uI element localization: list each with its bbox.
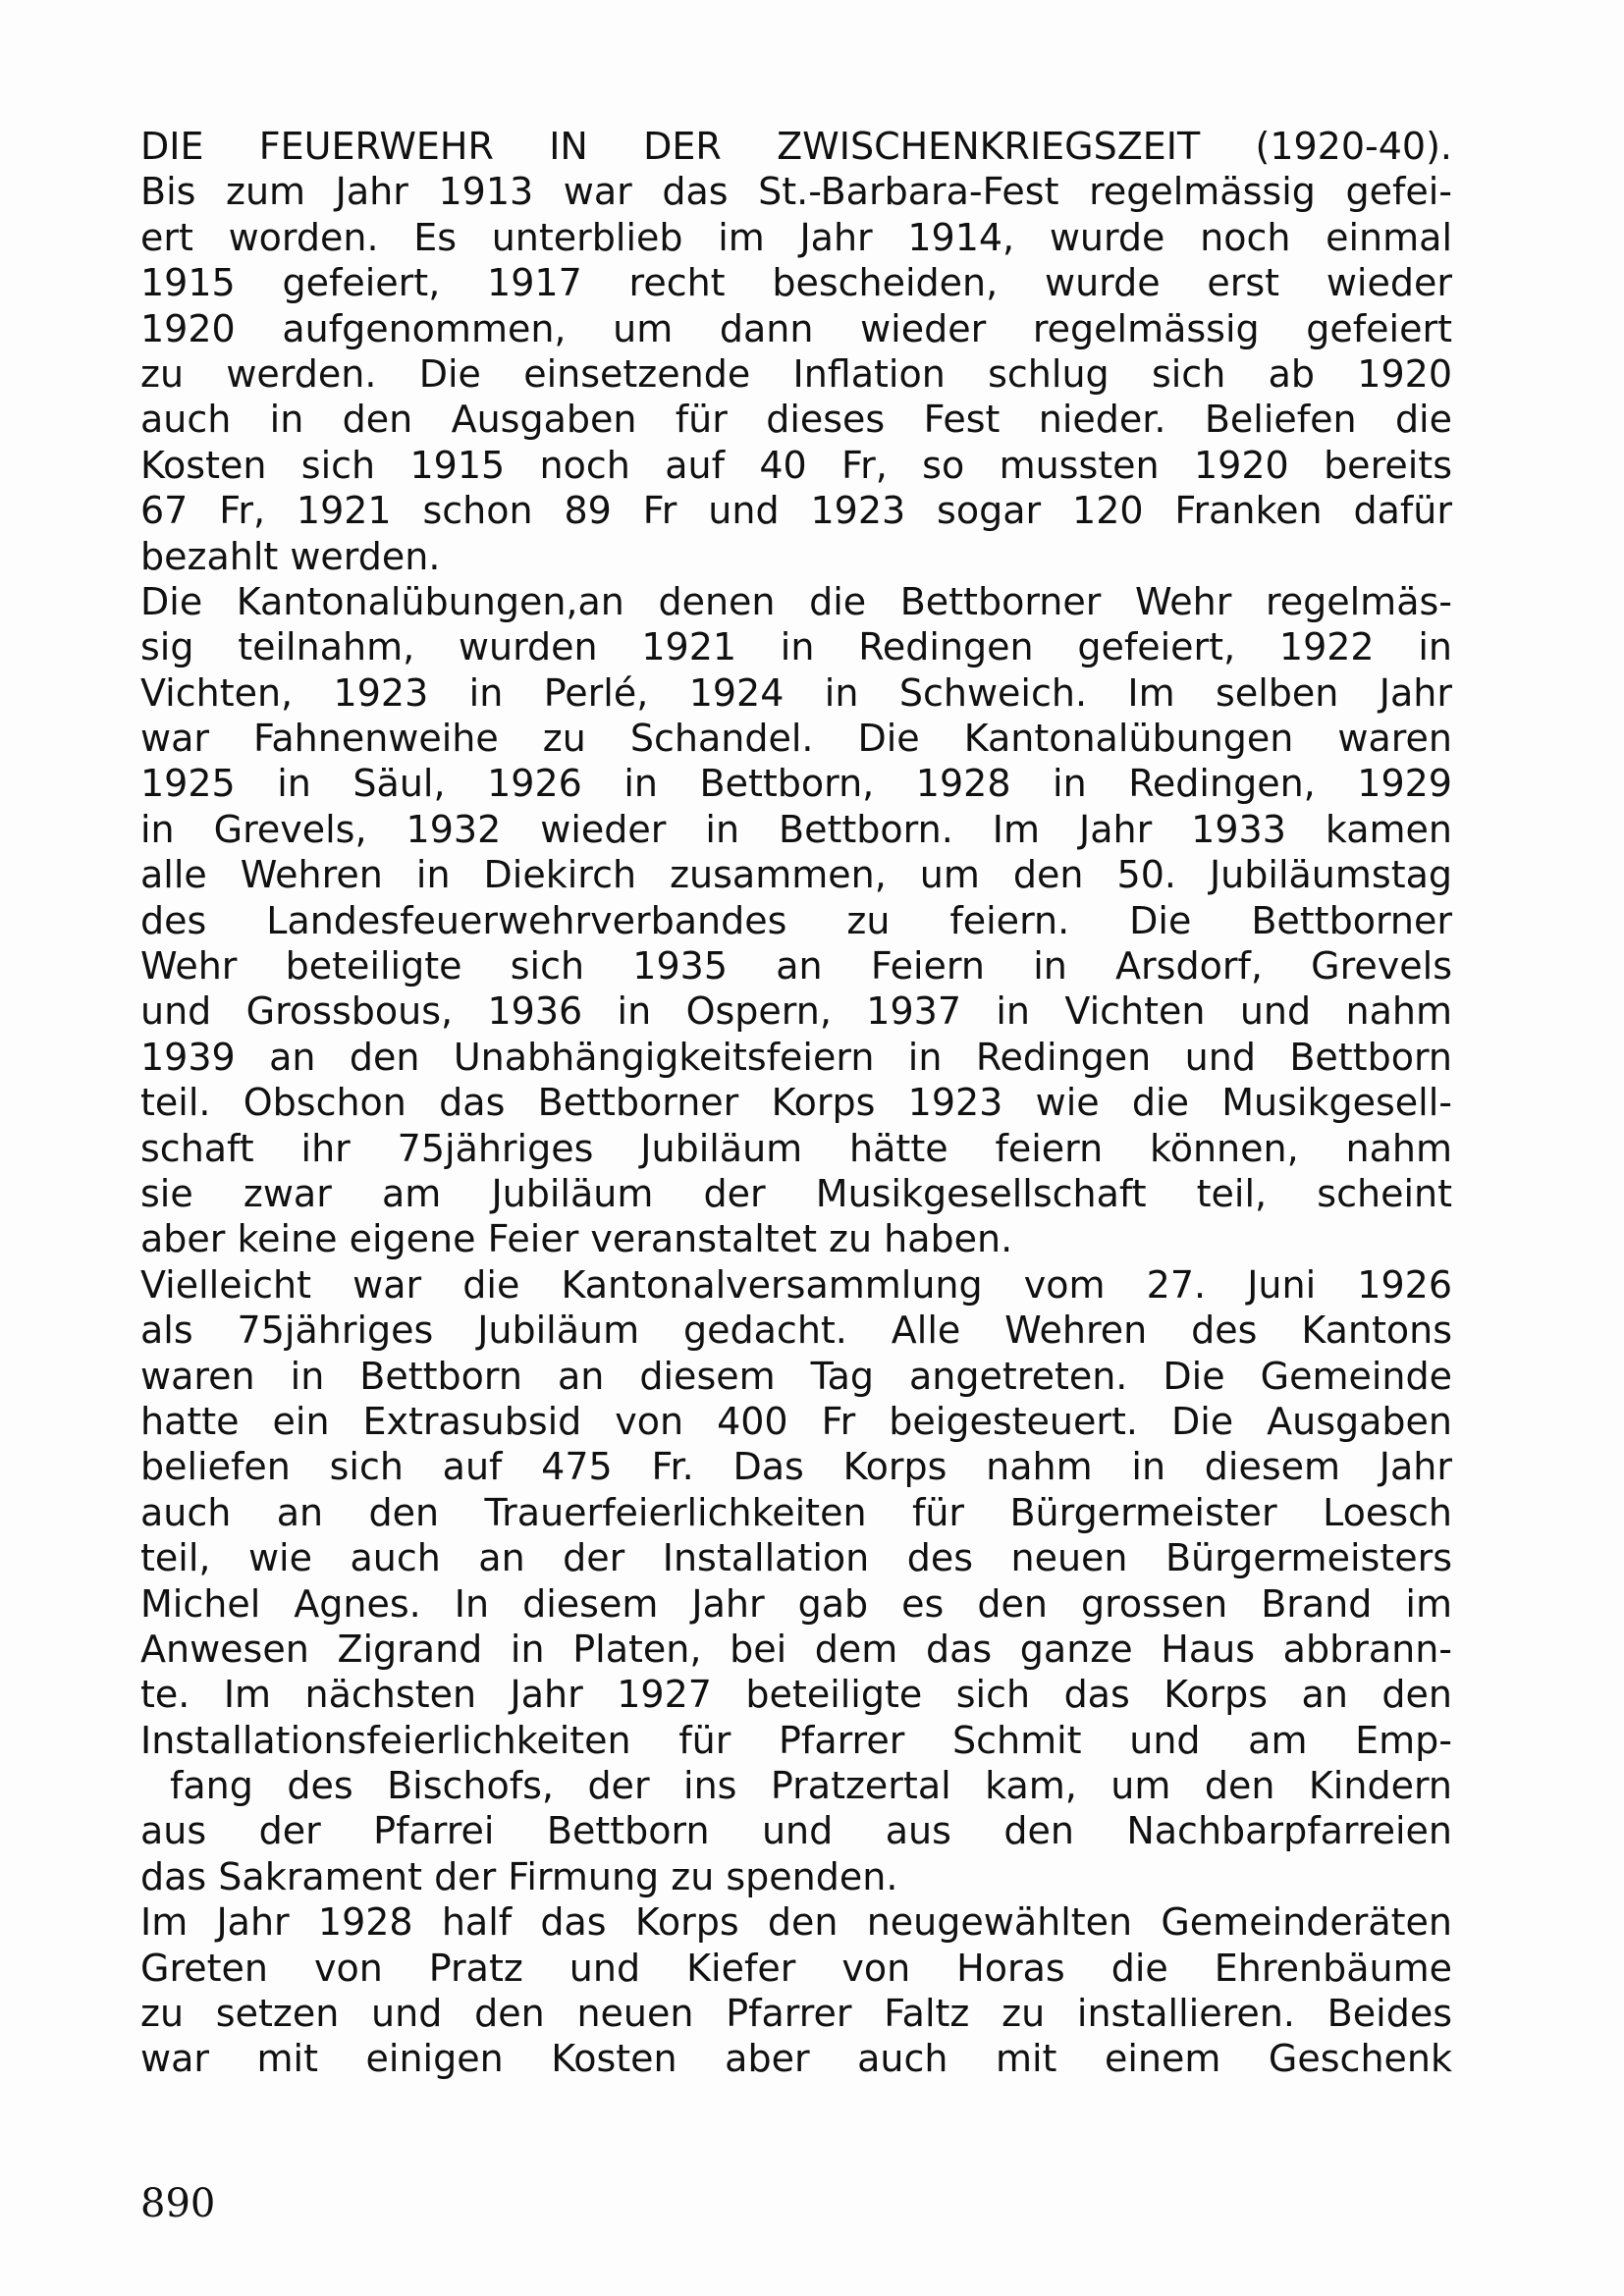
text-line: Vichten, 1923 in Perlé, 1924 in Schweich. Im selben Jahr (140, 670, 1452, 715)
text-line: fang des Bischofs, der ins Pratzertal kam, um den Kindern (170, 1764, 1452, 1808)
text-line: teil, wie auch an der Installation des neuen Bürgermeisters (140, 1536, 1452, 1580)
text-line: in Grevels, 1932 wieder in Bettborn. Im Jahr 1933 kamen (140, 807, 1452, 851)
text-line: Wehr beteiligte sich 1935 an Feiern in Arsdorf, Grevels (140, 944, 1452, 988)
text-line: das Sakrament der Firmung zu spenden. (140, 1854, 898, 1898)
text-line: 1920 aufgenommen, um dann wieder regelmässig gefeiert (140, 306, 1452, 350)
text-line: 1925 in Säul, 1926 in Bettborn, 1928 in Redingen, 1929 (140, 762, 1452, 806)
text-line: sie zwar am Jubiläum der Musikgesellschaft teil, scheint (140, 1171, 1452, 1215)
text-line: auch an den Trauerfeierlichkeiten für Bürgermeister Loesch (140, 1490, 1452, 1534)
text-line: 1915 gefeiert, 1917 recht bescheiden, wurde erst wieder (140, 261, 1452, 305)
text-line: Bis zum Jahr 1913 war das St.-Barbara-Fest regelmässig gefei- (140, 170, 1452, 214)
text-line: 67 Fr, 1921 schon 89 Fr und 1923 sogar 120 Franken dafür (140, 489, 1452, 533)
text-line: zu setzen und den neuen Pfarrer Faltz zu installieren. Beides (140, 1992, 1452, 2036)
text-line: Kosten sich 1915 noch auf 40 Fr, so mussten 1920 bereits (140, 443, 1452, 487)
text-line: schaft ihr 75jähriges Jubiläum hätte feiern können, nahm (140, 1126, 1452, 1170)
body-text (140, 124, 1452, 2082)
text-line: bezahlt werden. (140, 534, 441, 578)
text-line: Im Jahr 1928 half das Korps den neugewählten Gemeinderäten (140, 1900, 1452, 1945)
text-line: aus der Pfarrei Bettborn und aus den Nachbarpfarreien (140, 1809, 1452, 1853)
text-line: und Grossbous, 1936 in Ospern, 1937 in Vichten und nahm (140, 989, 1452, 1034)
text-line: waren in Bettborn an diesem Tag angetreten. Die Gemeinde (140, 1354, 1452, 1398)
text-line: Michel Agnes. In diesem Jahr gab es den grossen Brand im (140, 1581, 1452, 1626)
text-line: Anwesen Zigrand in Platen, bei dem das ganze Haus abbrann- (140, 1627, 1452, 1671)
text-line: war mit einigen Kosten aber auch mit einem Geschenk (140, 2037, 1452, 2081)
heading-line: DIE FEUERWEHR IN DER ZWISCHENKRIEGSZEIT (1920-40). (140, 125, 1452, 168)
text-line: beliefen sich auf 475 Fr. Das Korps nahm in diesem Jahr (140, 1445, 1452, 1489)
text-line: teil. Obschon das Bettborner Korps 1923 wie die Musikgesell- (140, 1081, 1452, 1125)
text-line: Vielleicht war die Kantonalversammlung vom 27. Juni 1926 (140, 1262, 1452, 1307)
text-line: auch in den Ausgaben für dieses Fest nieder. Beliefen die (140, 398, 1452, 442)
text-line: Installationsfeierlichkeiten für Pfarrer Schmit und am Emp- (140, 1718, 1452, 1762)
text-line: hatte ein Extrasubsid von 400 Fr beigesteuert. Die Ausgaben (140, 1399, 1452, 1443)
text-line: Greten von Pratz und Kiefer von Horas die Ehrenbäume (140, 1946, 1452, 1990)
text-line: aber keine eigene Feier veranstaltet zu haben. (140, 1217, 1013, 1261)
text-line: war Fahnenweihe zu Schandel. Die Kantonalübungen waren (140, 717, 1452, 761)
page-number: 890 (140, 2181, 216, 2226)
text-line: zu werden. Die einsetzende Inflation schlug sich ab 1920 (140, 351, 1452, 396)
text-line: 1939 an den Unabhängigkeitsfeiern in Redingen und Bettborn (140, 1035, 1452, 1079)
text-line: des Landesfeuerwehrverbandes zu feiern. Die Bettborner (140, 898, 1452, 942)
text-line: ert worden. Es unterblieb im Jahr 1914, wurde noch einmal (140, 215, 1452, 259)
text-line: te. Im nächsten Jahr 1927 beteiligte sich das Korps an den (140, 1673, 1452, 1717)
text-line: Die Kantonalübungen,an denen die Bettborner Wehr regelmäs- (140, 579, 1452, 623)
text-line: sig teilnahm, wurden 1921 in Redingen gefeiert, 1922 in (140, 625, 1452, 669)
text-line: als 75jähriges Jubiläum gedacht. Alle Wehren des Kantons (140, 1308, 1452, 1353)
text-line: alle Wehren in Diekirch zusammen, um den 50. Jubiläumstag (140, 853, 1452, 897)
